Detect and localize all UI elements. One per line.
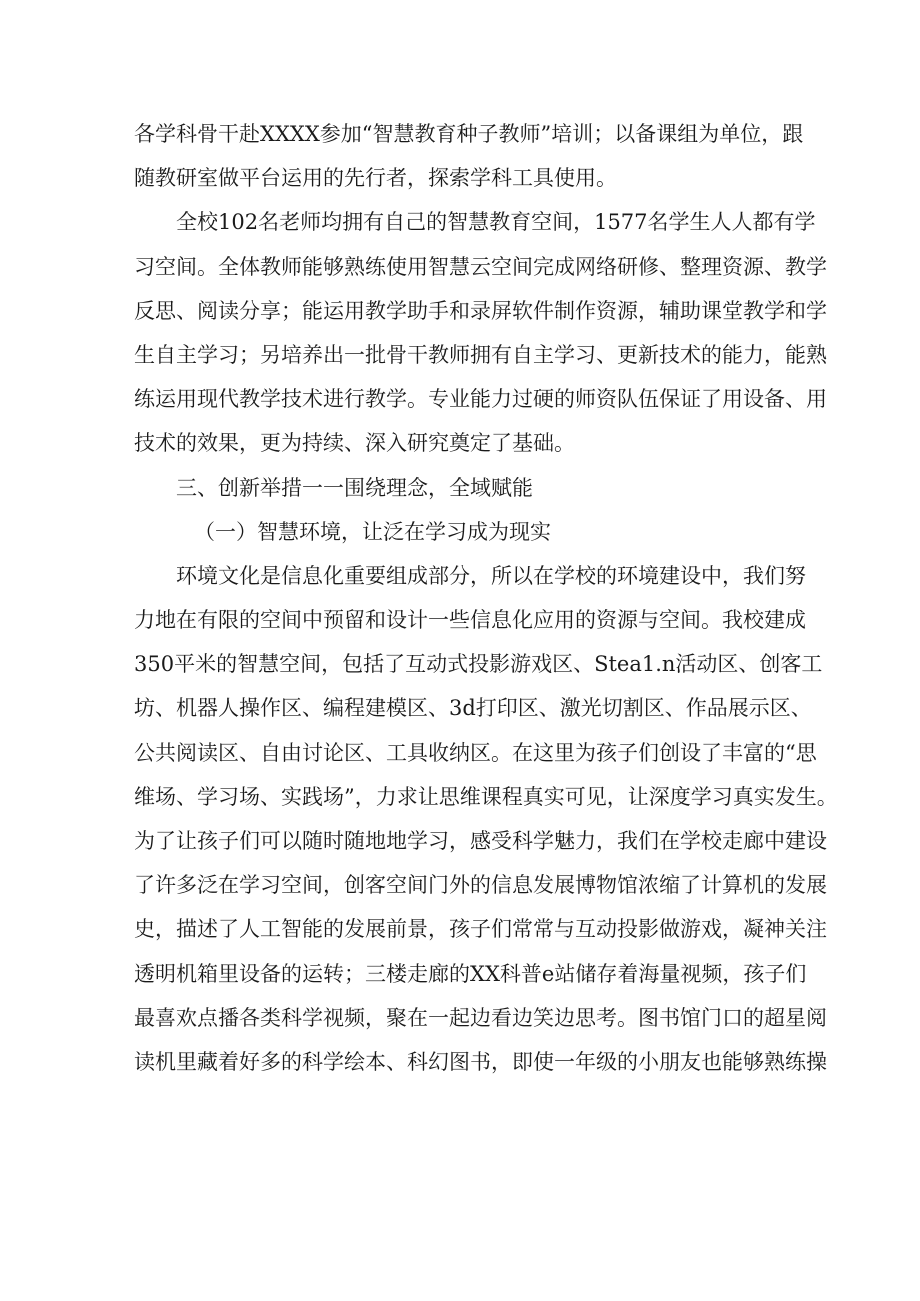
subsection-heading: （一）智慧环境，让泛在学习成为现实 <box>194 519 551 544</box>
text-line: 史，描述了人工智能的发展前景，孩子们常常与互动投影做游戏，凝神关注 <box>134 917 827 942</box>
text-line: 公共阅读区、自由讨论区、工具收纳区。在这里为孩子们创设了丰富的“思 <box>134 740 817 765</box>
text-line: 透明机箱里设备的运转；三楼走廊的XX科普e站储存着海量视频，孩子们 <box>134 961 807 986</box>
document-body <box>134 112 838 1084</box>
text-line: 350平米的智慧空间，包括了互动式投影游戏区、Stea1.n活动区、创客工 <box>134 652 823 677</box>
text-line: 为了让孩子们可以随时随地地学习，感受科学魅力，我们在学校走廊中建设 <box>134 829 827 853</box>
text-line: 各学科骨干赴XXXX参加“智慧教育种子教师”培训；以备课组为单位，跟 <box>134 122 804 146</box>
text-line: 读机里藏着好多的科学绘本、科幻图书，即使一年级的小朋友也能够熟练操 <box>134 1049 827 1074</box>
text-line: 了许多泛在学习空间，创客空间门外的信息发展博物馆浓缩了计算机的发展 <box>134 873 827 898</box>
text-line: 随教研室做平台运用的先行者，探索学科工具使用。 <box>134 166 617 191</box>
text-line: 习空间。全体教师能够熟练使用智慧云空间完成网络研修、整理资源、教学 <box>134 254 827 279</box>
text-line: 反思、阅读分享；能运用教学助手和录屏软件制作资源，辅助课堂教学和学 <box>134 298 827 323</box>
text-line: 技术的效果，更为持续、深入研究奠定了基础。 <box>134 431 575 456</box>
section-heading: 三、创新举措一一围绕理念，全域赋能 <box>176 475 533 500</box>
text-line: 坊、机器人操作区、编程建模区、3d打印区、激光切割区、作品展示区、 <box>134 696 812 721</box>
text-line: 练运用现代教学技术进行教学。专业能力过硬的师资队伍保证了用设备、用 <box>134 387 827 412</box>
text-line: 维场、学习场、实践场”，力求让思维课程真实可见，让深度学习真实发生。 <box>134 784 838 809</box>
text-line: 生自主学习；另培养出一批骨干教师拥有自主学习、更新技术的能力，能熟 <box>134 342 827 367</box>
text-line: 最喜欢点播各类科学视频，聚在一起边看边笑边思考。图书馆门口的超星阅 <box>134 1005 827 1030</box>
text-line: 环境文化是信息化重要组成部分，所以在学校的环境建设中，我们努 <box>176 563 806 588</box>
text-line: 力地在有限的空间中预留和设计一些信息化应用的资源与空间。我校建成 <box>134 608 806 633</box>
text-line: 全校102名老师均拥有自己的智慧教育空间，1577名学生人人都有学 <box>176 210 816 235</box>
